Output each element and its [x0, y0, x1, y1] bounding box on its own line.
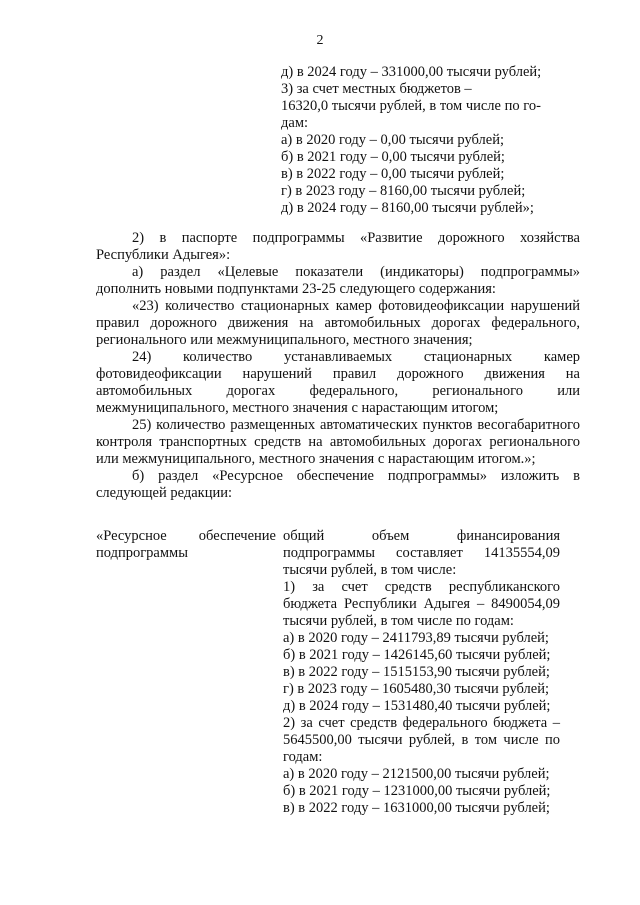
list-line: в) в 2022 году – 0,00 тысячи рублей; — [281, 166, 505, 182]
page-number: 2 — [316, 33, 324, 48]
table-label: «Ресурсное обеспечение подпрограммы — [96, 528, 276, 561]
year-line: д) в 2024 году – 1531480,40 тысячи рублей; — [283, 698, 551, 714]
list-line: а) в 2020 году – 0,00 тысячи рублей; — [281, 132, 504, 148]
funding-continuation — [281, 64, 553, 217]
list-line: д) в 2024 году – 8160,00 тысячи рублей»; — [281, 200, 534, 216]
paragraph: 25) количество размещенных автоматических пунктов весогабаритного контроля транспортных средств на автомобильных дорогах регионального или межмуниципального, местного значения с нарастающим итогом.»; — [96, 417, 580, 467]
table-content — [283, 528, 560, 817]
paragraph: «23) количество стационарных камер фотовидеофиксации нарушений правил дорожного движения на автомобильных дорогах федерального, регионального или межмуниципального, местного значения; — [96, 298, 580, 348]
year-line: б) в 2021 году – 1231000,00 тысячи рублей; — [283, 783, 551, 799]
table-item: 2) за счет средств федерального бюджета – 5645500,00 тысячи рублей, в том числе по годам: — [283, 715, 560, 765]
paragraph: 2) в паспорте подпрограммы «Развитие дорожного хозяйства Республики Адыгея»: — [96, 230, 580, 263]
list-line: б) в 2021 году – 0,00 тысячи рублей; — [281, 149, 505, 165]
list-line: д) в 2024 году – 331000,00 тысячи рублей; — [281, 64, 542, 80]
list-line: дам: — [281, 115, 309, 131]
table-item: 1) за счет средств республиканского бюджета Республики Адыгея – 8490054,09 тысячи рублей, в том числе по годам: — [283, 579, 560, 629]
table-intro: общий объем финансирования подпрограммы составляет 14135554,09 тысячи рублей, в том числе: — [283, 528, 560, 578]
paragraph: 24) количество устанавливаемых стационарных камер фотовидеофиксации нарушений правил дорожного движения на автомобильных дорогах федерального, регионального или межмуниципального, местного значения с нарастающим итогом; — [96, 349, 580, 416]
year-line: в) в 2022 году – 1515153,90 тысячи рублей; — [283, 664, 550, 680]
paragraph: б) раздел «Ресурсное обеспечение подпрограммы» изложить в следующей редакции: — [96, 468, 580, 501]
year-line: а) в 2020 году – 2411793,89 тысячи рублей; — [283, 630, 549, 646]
list-line: 3) за счет местных бюджетов – — [281, 81, 472, 97]
year-line: в) в 2022 году – 1631000,00 тысячи рублей; — [283, 800, 550, 816]
year-line: а) в 2020 году – 2121500,00 тысячи рублей; — [283, 766, 550, 782]
year-line: г) в 2023 году – 1605480,30 тысячи рублей; — [283, 681, 549, 697]
list-line: г) в 2023 году – 8160,00 тысячи рублей; — [281, 183, 526, 199]
year-line: б) в 2021 году – 1426145,60 тысячи рублей; — [283, 647, 551, 663]
paragraph: а) раздел «Целевые показатели (индикаторы) подпрограммы» дополнить новыми подпунктами 23-25 следующего содержания: — [96, 264, 580, 297]
body-text — [96, 230, 580, 502]
list-line: 16320,0 тысячи рублей, в том числе по го- — [281, 98, 541, 114]
